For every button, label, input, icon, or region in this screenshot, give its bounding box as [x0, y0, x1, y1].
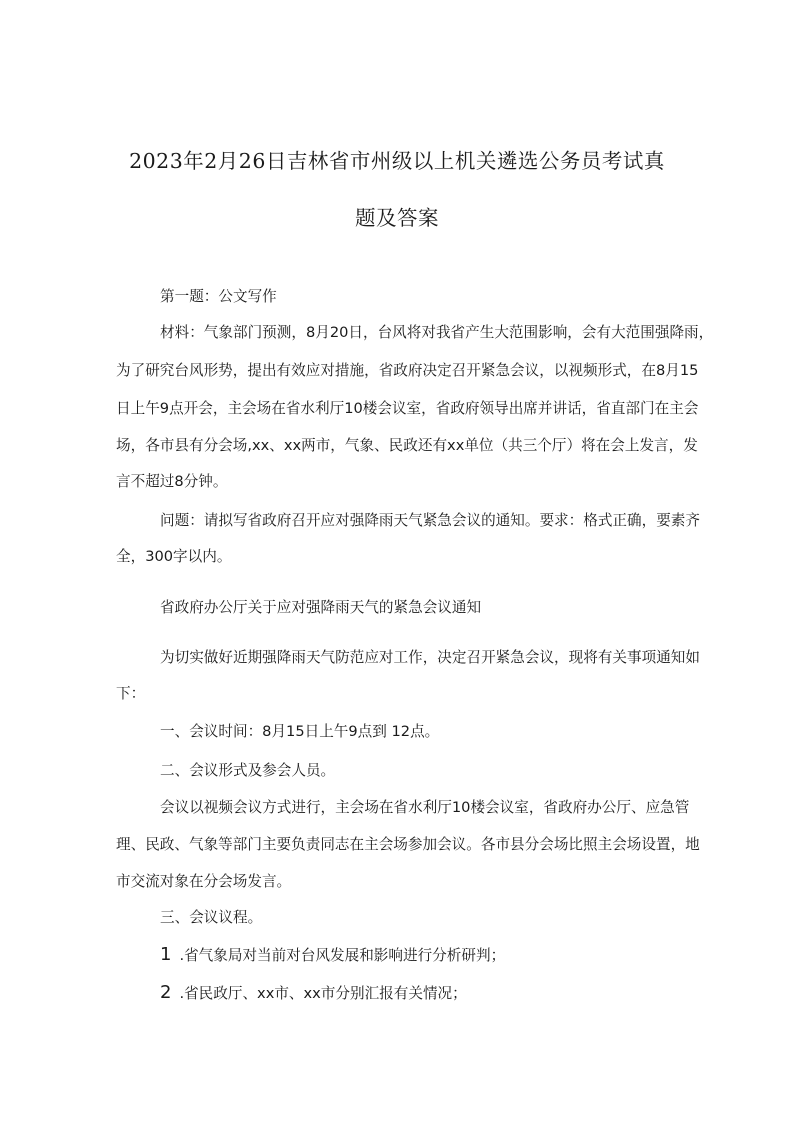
agenda-item-number: 2: [160, 982, 172, 1003]
document-title-line-2: 题及答案: [355, 206, 439, 230]
notice-item-agenda: 三、会议议程。: [160, 909, 263, 926]
section-heading: 第一题：公文写作: [160, 288, 277, 305]
notice-body-line: 市交流对象在分会场发言。: [116, 873, 292, 890]
notice-body-line: 会议以视频会议方式进行，主会场在省水利厅10楼会议室，省政府办公厅、应急管: [160, 799, 690, 816]
question-line: 全，300字以内。: [116, 548, 232, 565]
notice-body-line: 理、民政、气象等部门主要负责同志在主会场参加会议。各市县分会场比照主会场设置，地: [116, 836, 700, 853]
notice-intro-line: 为切实做好近期强降雨天气防范应对工作，决定召开紧急会议，现将有关事项通知如: [160, 649, 700, 666]
question-line: 问题：请拟写省政府召开应对强降雨天气紧急会议的通知。要求：格式正确，要素齐: [160, 512, 700, 529]
material-line: 场，各市县有分会场,xx、xx两市，气象、民政还有xx单位（共三个厅）将在会上发言，发: [116, 437, 698, 454]
notice-item-format: 二、会议形式及参会人员。: [160, 762, 336, 779]
notice-intro-line: 下：: [116, 685, 146, 702]
material-line: 为了研究台风形势，提出有效应对措施，省政府决定召开紧急会议，以视频形式，在8月15: [116, 362, 699, 379]
document-title-line-1: 2023年2月26日吉林省市州级以上机关遴选公务员考试真: [129, 149, 665, 173]
agenda-item: [160, 946, 505, 965]
agenda-item-number: 1: [160, 944, 172, 965]
agenda-item-text: .省民政厅、xx市、xx市分别汇报有关情况；: [179, 985, 467, 1002]
agenda-item: [160, 984, 467, 1003]
notice-item-time: 一、会议时间：8月15日上午9点到 12点。: [160, 723, 440, 740]
material-line: 材料：气象部门预测，8月20日，台风将对我省产生大范围影响，会有大范围强降雨，: [160, 324, 714, 341]
material-line: 言不超过8分钟。: [116, 473, 228, 490]
material-line: 日上午9点开会，主会场在省水利厅10楼会议室，省政府领导出席并讲话，省直部门在主会: [116, 400, 699, 417]
agenda-item-text: .省气象局对当前对台风发展和影响进行分析研判；: [179, 947, 506, 964]
notice-title: 省政府办公厅关于应对强降雨天气的紧急会议通知: [160, 599, 482, 616]
